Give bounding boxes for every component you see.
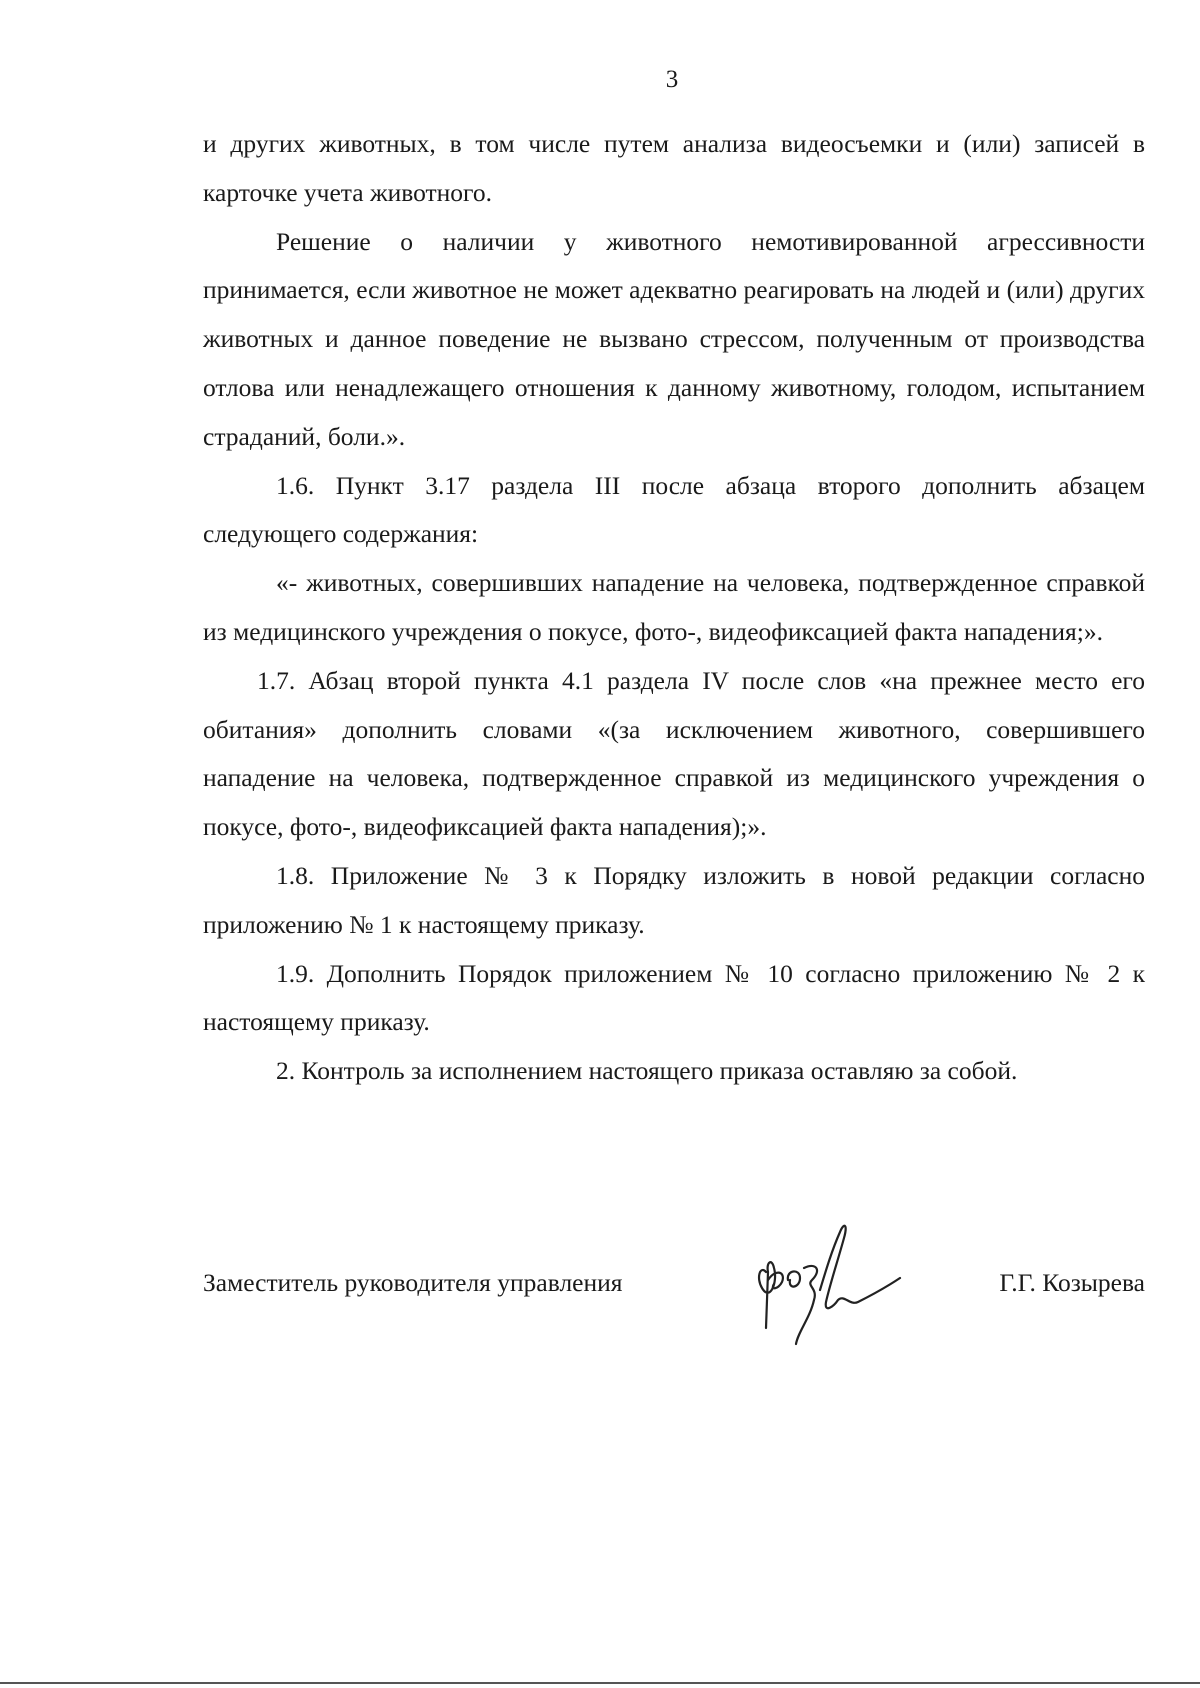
paragraph-aggression-decision: Решение о наличии у животного немотивированной агрессивности принимается, если животное не может адекватно реагировать на людей и (или) других животных и данное поведение не вызвано стрессом, полученным от производства отлова или ненадлежащего отношения к данному животному, голодом, испытанием страданий, боли.». (203, 226, 1145, 451)
paragraph-quoted-addition: «- животных, совершивших нападение на человека, подтвержденное справкой из медицинского учреждения о покусе, фото-, видеофиксацией факта нападения;». (203, 568, 1145, 646)
signatory-name: Г.Г. Козырева (999, 1268, 1145, 1297)
paragraph-item-1-9: 1.9. Дополнить Порядок приложением № 10 согласно приложению № 2 к настоящему приказу. (203, 958, 1145, 1037)
page-bottom-edge (0, 1682, 1200, 1684)
paragraph-item-1-8: 1.8. Приложение № 3 к Порядку изложить в новой редакции согласно приложению № 1 к настоящему приказу. (203, 860, 1145, 939)
paragraph-item-2: 2. Контроль за исполнением настоящего приказа оставляю за собой. (276, 1056, 1018, 1086)
document-body (203, 120, 1145, 1096)
paragraph-item-1-7: 1.7. Абзац второй пункта 4.1 раздела IV после слов «на прежнее место его обитания» дополнить словами «(за исключением животного, совершившего нападение на человека, подтвержденное справкой из медицинского учреждения о покусе, фото-, видеофиксацией факта нападения);». (203, 665, 1145, 842)
handwritten-signature (748, 1210, 928, 1360)
signature-block (203, 1268, 1145, 1308)
paragraph-item-1-6: 1.6. Пункт 3.17 раздела III после абзаца второго дополнить абзацем следующего содержания: (203, 470, 1145, 549)
signatory-title: Заместитель руководителя управления (203, 1268, 623, 1297)
page-number: 3 (665, 66, 679, 93)
paragraph-continuation: и других животных, в том числе путем анализа видеосъемки и (или) записей в карточке учета животного. (203, 129, 1145, 207)
